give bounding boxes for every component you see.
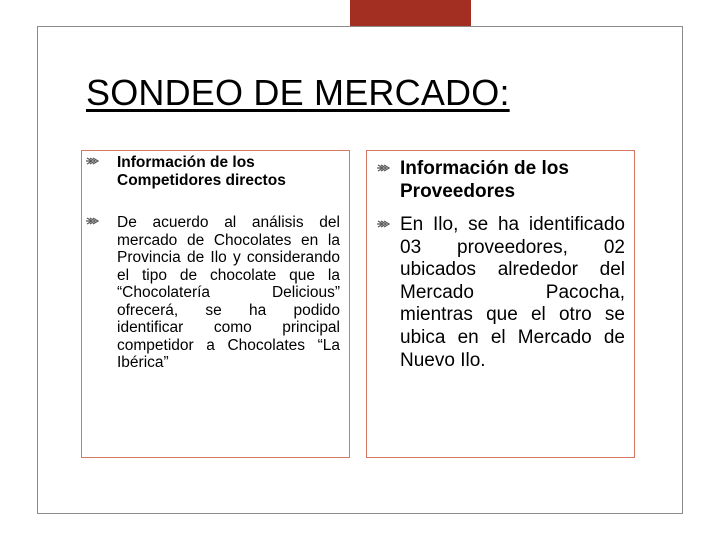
competitors-body-item (85, 214, 340, 372)
competitors-heading: Información de los Competidores directos (117, 154, 286, 189)
suppliers-body-item (376, 214, 625, 372)
competitors-body: De acuerdo al análisis del mercado de Chocolates en la Provincia de Ilo y considerando el tipo de chocolate que la “Chocolatería Delicious” ofrecerá, se ha podido identificar como principal competidor a Chocolates “La Ibérica” (117, 214, 340, 371)
arrow-bullet-icon (85, 216, 99, 226)
competitors-box (81, 150, 350, 458)
slide-title: SONDEO DE MERCADO: (86, 72, 510, 113)
arrow-bullet-icon (376, 163, 390, 173)
suppliers-body: En Ilo, se ha identificado 03 proveedores, 02 ubicados alrededor del Mercado Pacocha, mientras que el otro se ubica en el Mercado de Nuevo Ilo. (400, 214, 625, 371)
suppliers-box (366, 150, 635, 458)
suppliers-heading-item (376, 158, 625, 203)
suppliers-heading: Información de los Proveedores (400, 158, 569, 202)
competitors-heading-item (85, 154, 340, 189)
header-accent-bar (350, 0, 471, 26)
arrow-bullet-icon (85, 156, 99, 166)
arrow-bullet-icon (376, 219, 390, 229)
